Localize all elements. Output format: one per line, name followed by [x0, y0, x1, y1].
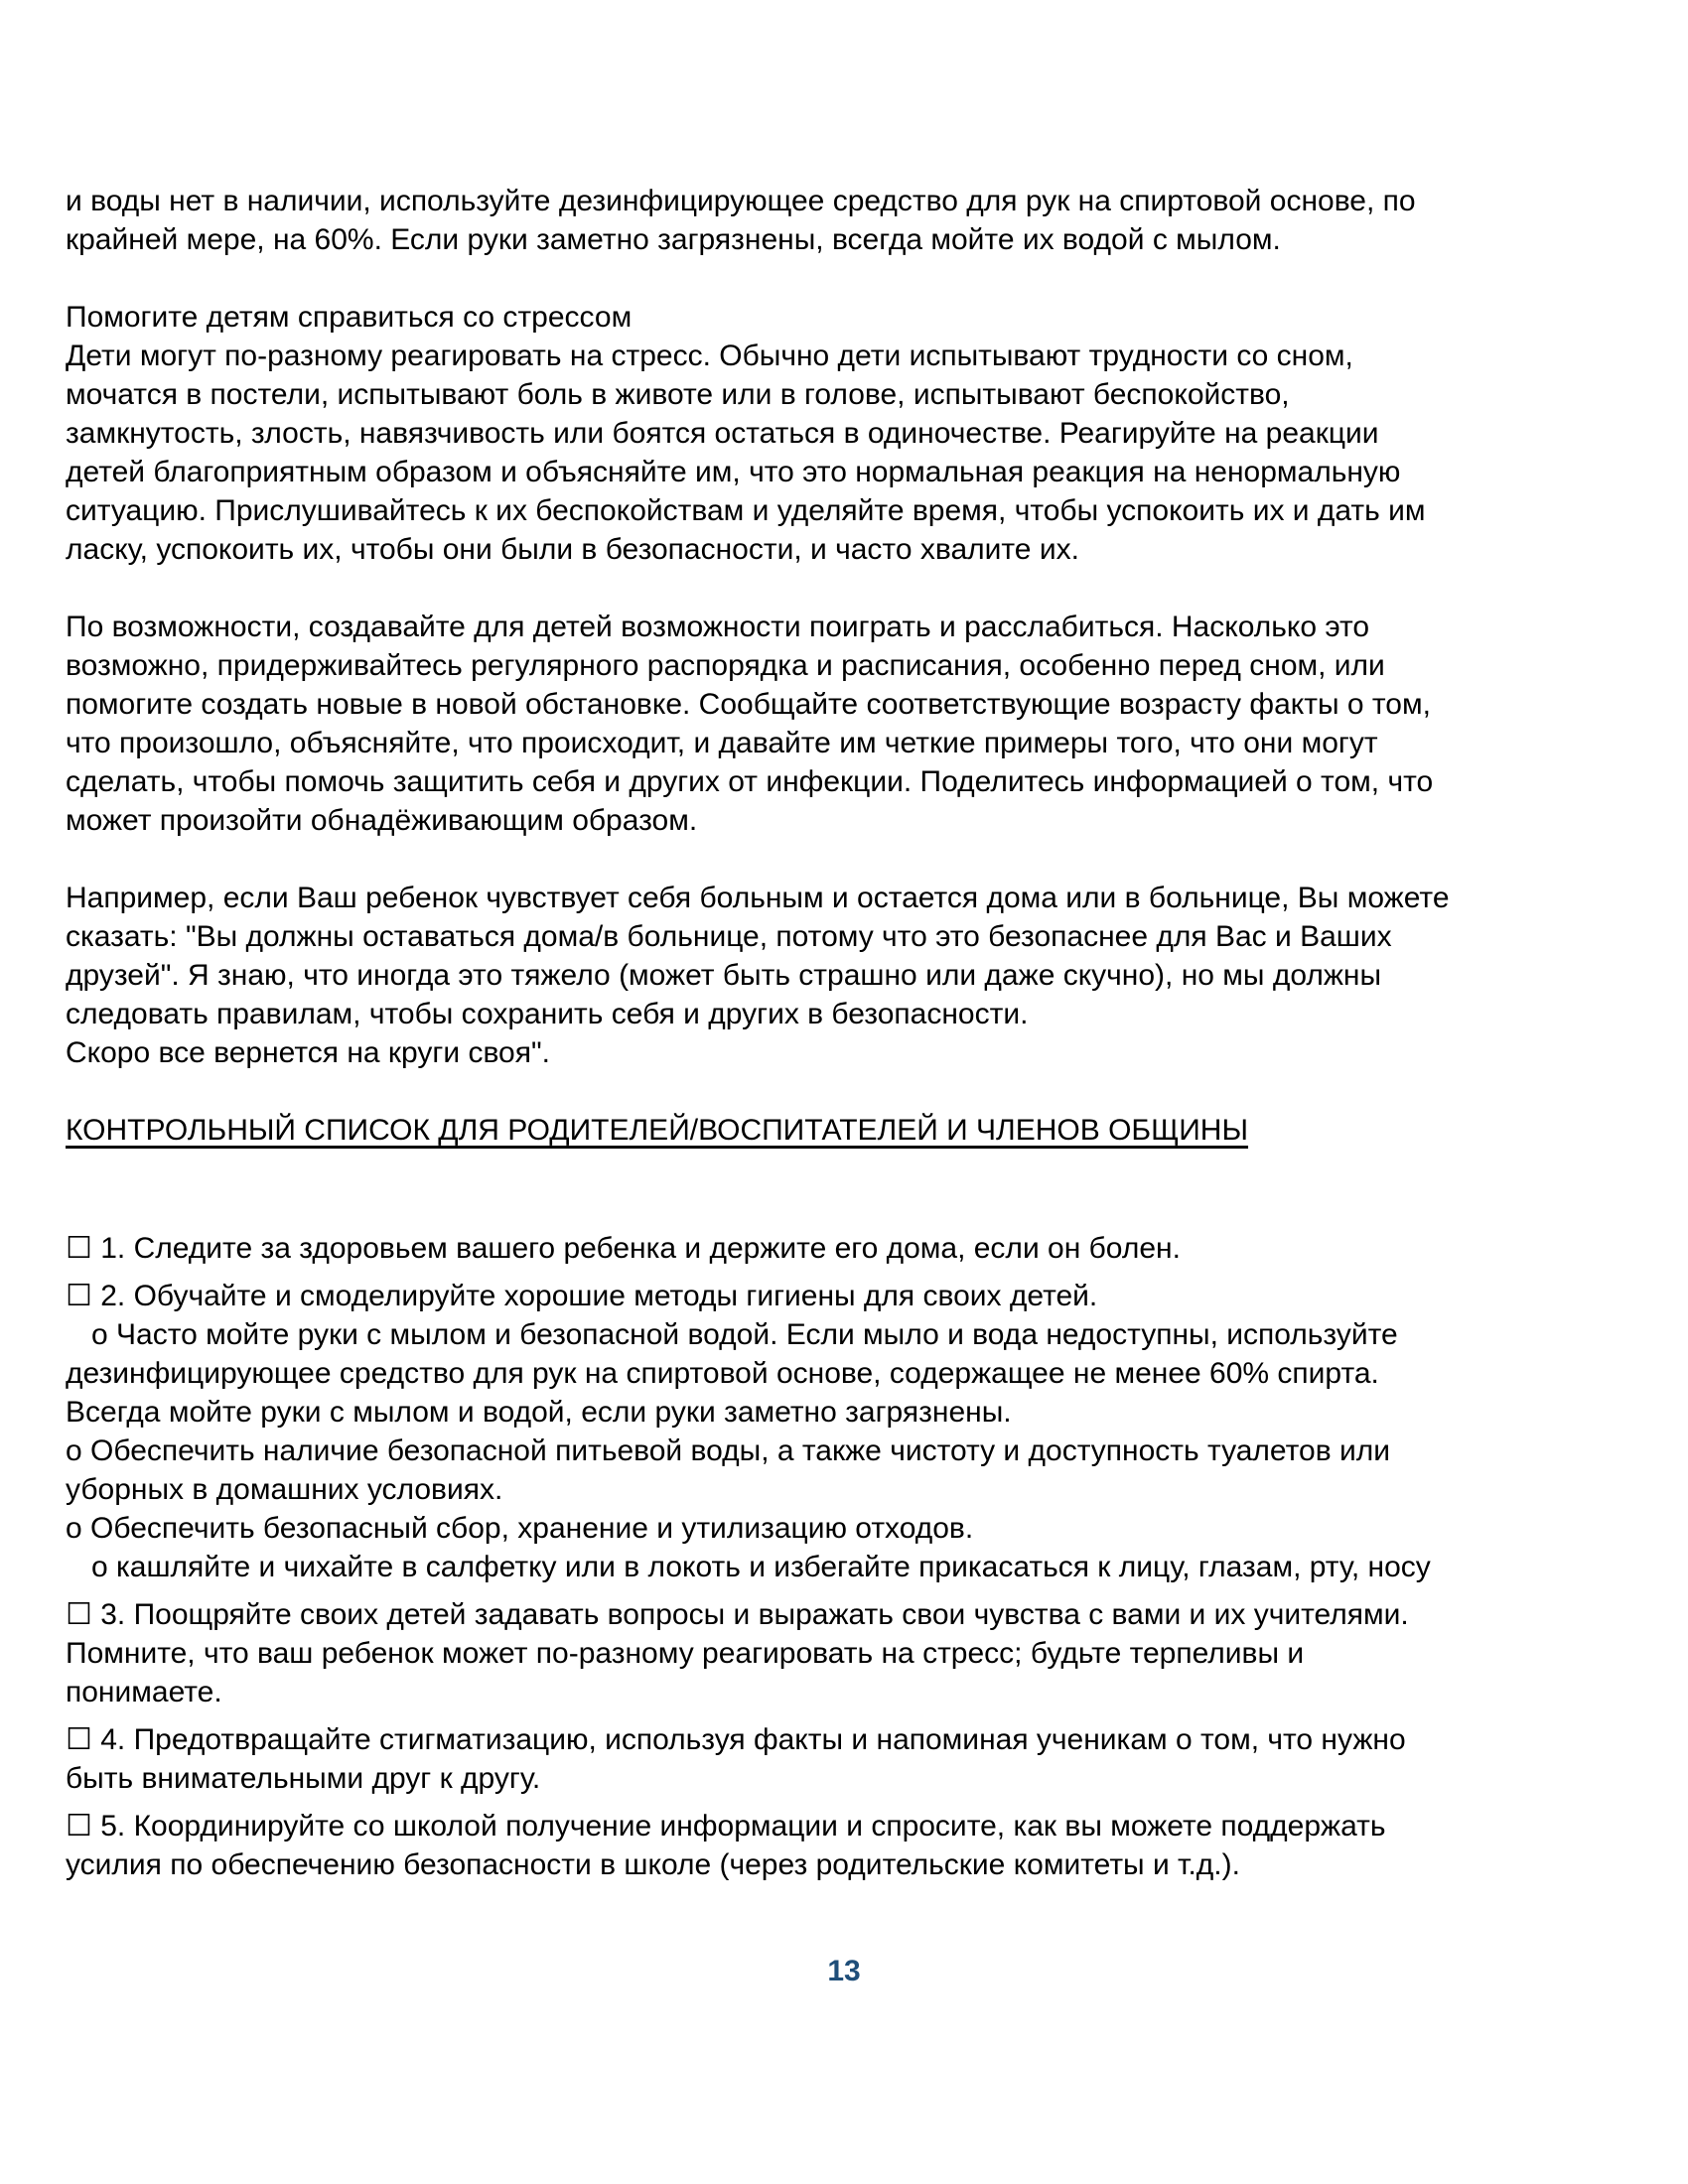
- text-line: ситуацию. Прислушивайтесь к их беспокойствам и уделяйте время, чтобы успокоить их и дать им: [66, 494, 1426, 527]
- checklist-line: быть внимательными друг к другу.: [66, 1762, 541, 1795]
- text-line: может произойти обнадёживающим образом.: [66, 804, 698, 837]
- checklist-line: дезинфицирующее средство для рук на спиртовой основе, содержащее не менее 60% спирта.: [66, 1357, 1379, 1390]
- paragraph-example: [66, 879, 1634, 1072]
- checklist-line: ☐ 1. Следите за здоровьем вашего ребенка и держите его дома, если он болен.: [66, 1232, 1181, 1265]
- text-line: детей благоприятным образом и объясняйте им, что это нормальная реакция на ненормальную: [66, 456, 1401, 488]
- page-number: 13: [827, 1955, 861, 1987]
- text-line: сделать, чтобы помочь защитить себя и других от инфекции. Поделитесь информацией о том, что: [66, 765, 1434, 798]
- paragraph-stress-coping: [66, 298, 1634, 569]
- text-line: и воды нет в наличии, используйте дезинфицирующее средство для рук на спиртовой основе, по: [66, 185, 1416, 217]
- checklist-line: усилия по обеспечению безопасности в школе (через родительские комитеты и т.д.).: [66, 1848, 1240, 1881]
- text-line: возможно, придерживайтесь регулярного распорядка и расписания, особенно перед сном, или: [66, 649, 1385, 682]
- paragraph-routine: [66, 608, 1634, 840]
- text-line: Помогите детям справиться со стрессом: [66, 301, 633, 334]
- text-line: Дети могут по-разному реагировать на стресс. Обычно дети испытывают трудности со сном,: [66, 340, 1353, 372]
- checklist-line: о Обеспечить безопасный сбор, хранение и утилизацию отходов.: [66, 1512, 974, 1545]
- text-line: мочатся в постели, испытывают боль в животе или в голове, испытывают беспокойство,: [66, 378, 1290, 411]
- text-line: Например, если Ваш ребенок чувствует себя больным и остается дома или в больнице, Вы можете: [66, 882, 1450, 914]
- checklist-line: Всегда мойте руки с мылом и водой, если руки заметно загрязнены.: [66, 1396, 1012, 1429]
- checklist-line: ☐ 2. Обучайте и смоделируйте хорошие методы гигиены для своих детей.: [66, 1280, 1098, 1312]
- text-line: сказать: "Вы должны оставаться дома/в больнице, потому что это безопаснее для Вас и Ваших: [66, 920, 1392, 953]
- page-content: [66, 182, 1634, 1923]
- paragraph-intro: [66, 182, 1634, 259]
- checklist-line: уборных в домашних условиях.: [66, 1473, 503, 1506]
- checklist-line: ☐ 5. Координируйте со школой получение информации и спросите, как вы можете поддержать: [66, 1810, 1386, 1843]
- checklist-heading: КОНТРОЛЬНЫЙ СПИСОК ДЛЯ РОДИТЕЛЕЙ/ВОСПИТАТЕЛЕЙ И ЧЛЕНОВ ОБЩИНЫ: [66, 1114, 1249, 1147]
- text-line: помогите создать новые в новой обстановке. Сообщайте соответствующие возрасту факты о том,: [66, 688, 1431, 721]
- text-line: ласку, успокоить их, чтобы они были в безопасности, и часто хвалите их.: [66, 533, 1079, 566]
- text-line: По возможности, создавайте для детей возможности поиграть и расслабиться. Насколько это: [66, 611, 1370, 643]
- text-line: замкнутость, злость, навязчивость или боятся остаться в одиночестве. Реагируйте на реакции: [66, 417, 1379, 450]
- text-line: что произошло, объясняйте, что происходит, и давайте им четкие примеры того, что они могут: [66, 727, 1378, 759]
- checklist-line: понимаете.: [66, 1676, 222, 1708]
- checklist-line: о Часто мойте руки с мылом и безопасной водой. Если мыло и вода недоступны, используйте: [91, 1318, 1398, 1351]
- text-line: Скоро все вернется на круги своя".: [66, 1036, 550, 1069]
- text-line: друзей". Я знаю, что иногда это тяжело (может быть страшно или даже скучно), но мы должны: [66, 959, 1382, 992]
- checklist-items: [66, 1229, 1634, 1884]
- text-line: следовать правилам, чтобы сохранить себя и других в безопасности.: [66, 998, 1029, 1030]
- checklist-line: ☐ 3. Поощряйте своих детей задавать вопросы и выражать свои чувства с вами и их учителями.: [66, 1598, 1409, 1631]
- checklist-line: ☐ 4. Предотвращайте стигматизацию, используя факты и напоминая ученикам о том, что нужно: [66, 1723, 1406, 1756]
- checklist-line: о Обеспечить наличие безопасной питьевой воды, а также чистоту и доступность туалетов или: [66, 1434, 1390, 1467]
- checklist-line: о кашляйте и чихайте в салфетку или в локоть и избегайте прикасаться к лицу, глазам, рту, носу: [91, 1551, 1431, 1583]
- checklist-line: Помните, что ваш ребенок может по-разному реагировать на стресс; будьте терпеливы и: [66, 1637, 1305, 1670]
- text-line: крайней мере, на 60%. Если руки заметно загрязнены, всегда мойте их водой с мылом.: [66, 223, 1281, 256]
